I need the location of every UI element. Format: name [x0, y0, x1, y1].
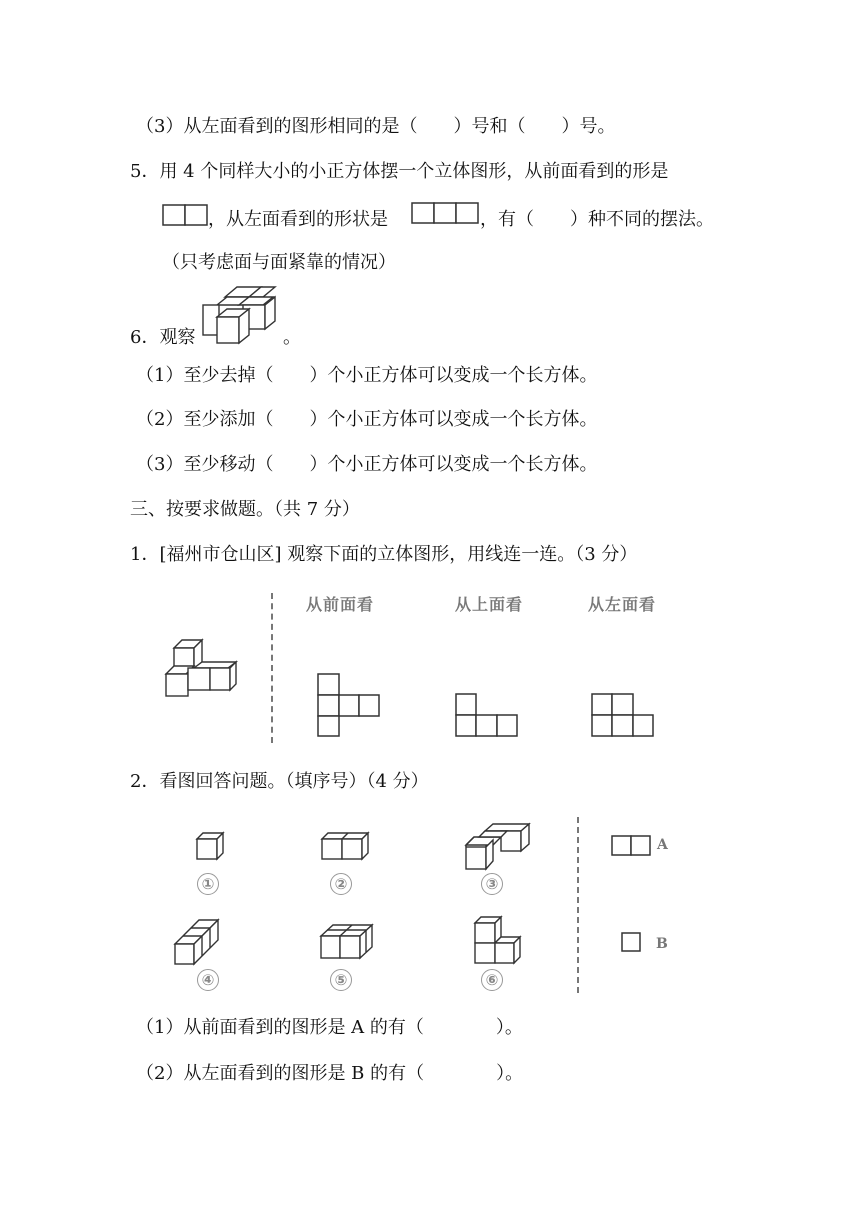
q5-line3: （只考虑面与面紧靠的情况）	[162, 252, 396, 273]
q1-view-figure-3	[591, 693, 655, 737]
q5-line2-a: ，从左面看到的形状是	[208, 209, 388, 230]
q2-figure-5	[320, 924, 374, 962]
q2-figure-4	[174, 918, 220, 966]
q5-left-view-figure	[411, 202, 479, 224]
q5-front-view-figure	[162, 204, 208, 226]
q6-end: 。	[283, 327, 301, 348]
view-label-left: 从左面看	[588, 595, 657, 614]
q2-number-3: ③	[481, 873, 503, 895]
q2-figure-3	[465, 823, 531, 871]
section3-title: 三、按要求做题。（共 7 分）	[130, 499, 360, 520]
q2-figure-6	[474, 916, 522, 966]
q2-number-6: ⑥	[481, 969, 503, 991]
q6-sub3: （3）至少移动（ ）个小正方体可以变成一个长方体。	[136, 454, 598, 475]
q5-line1: 5．用 4 个同样大小的小正方体摆一个立体图形，从前面看到的形是	[130, 161, 669, 182]
q2-number-2: ②	[330, 873, 352, 895]
q2-letter-b: B	[656, 936, 668, 952]
q6-sub1: （1）至少去掉（ ）个小正方体可以变成一个长方体。	[136, 365, 598, 386]
q2-number-5: ⑤	[330, 969, 352, 991]
q1-view-figure-2	[455, 693, 519, 737]
q4-sub3: （3）从左面看到的图形相同的是（ ）号和（ ）号。	[136, 116, 616, 137]
q1-divider	[271, 593, 273, 743]
q2-divider	[577, 817, 579, 993]
q2-sub1: （1）从前面看到的图形是 A 的有（ ）。	[136, 1017, 523, 1038]
q2-figure-2	[321, 832, 371, 862]
q5-line2-b: ，有（ ）种不同的摆法。	[480, 209, 714, 230]
q1-view-figure-1	[317, 673, 381, 737]
q6-cube-figure	[203, 287, 283, 347]
q6-lead: 6．观察	[130, 327, 196, 348]
q2-view-b-figure	[621, 932, 641, 952]
q2-number-4: ④	[197, 969, 219, 991]
q2-letter-a: A	[657, 837, 668, 853]
view-label-top: 从上面看	[455, 595, 524, 614]
q1-title: 1．[福州市仓山区] 观察下面的立体图形，用线连一连。（3 分）	[130, 544, 638, 565]
q6-sub2: （2）至少添加（ ）个小正方体可以变成一个长方体。	[136, 409, 598, 430]
q2-number-1: ①	[197, 873, 219, 895]
q1-solid-figure	[164, 638, 240, 698]
q2-view-a-figure	[611, 835, 651, 857]
view-label-front: 从前面看	[306, 595, 375, 614]
q2-figure-1	[196, 832, 226, 862]
q2-title: 2．看图回答问题。（填序号）（4 分）	[130, 771, 429, 792]
q2-sub2: （2）从左面看到的图形是 B 的有（ ）。	[136, 1063, 524, 1084]
